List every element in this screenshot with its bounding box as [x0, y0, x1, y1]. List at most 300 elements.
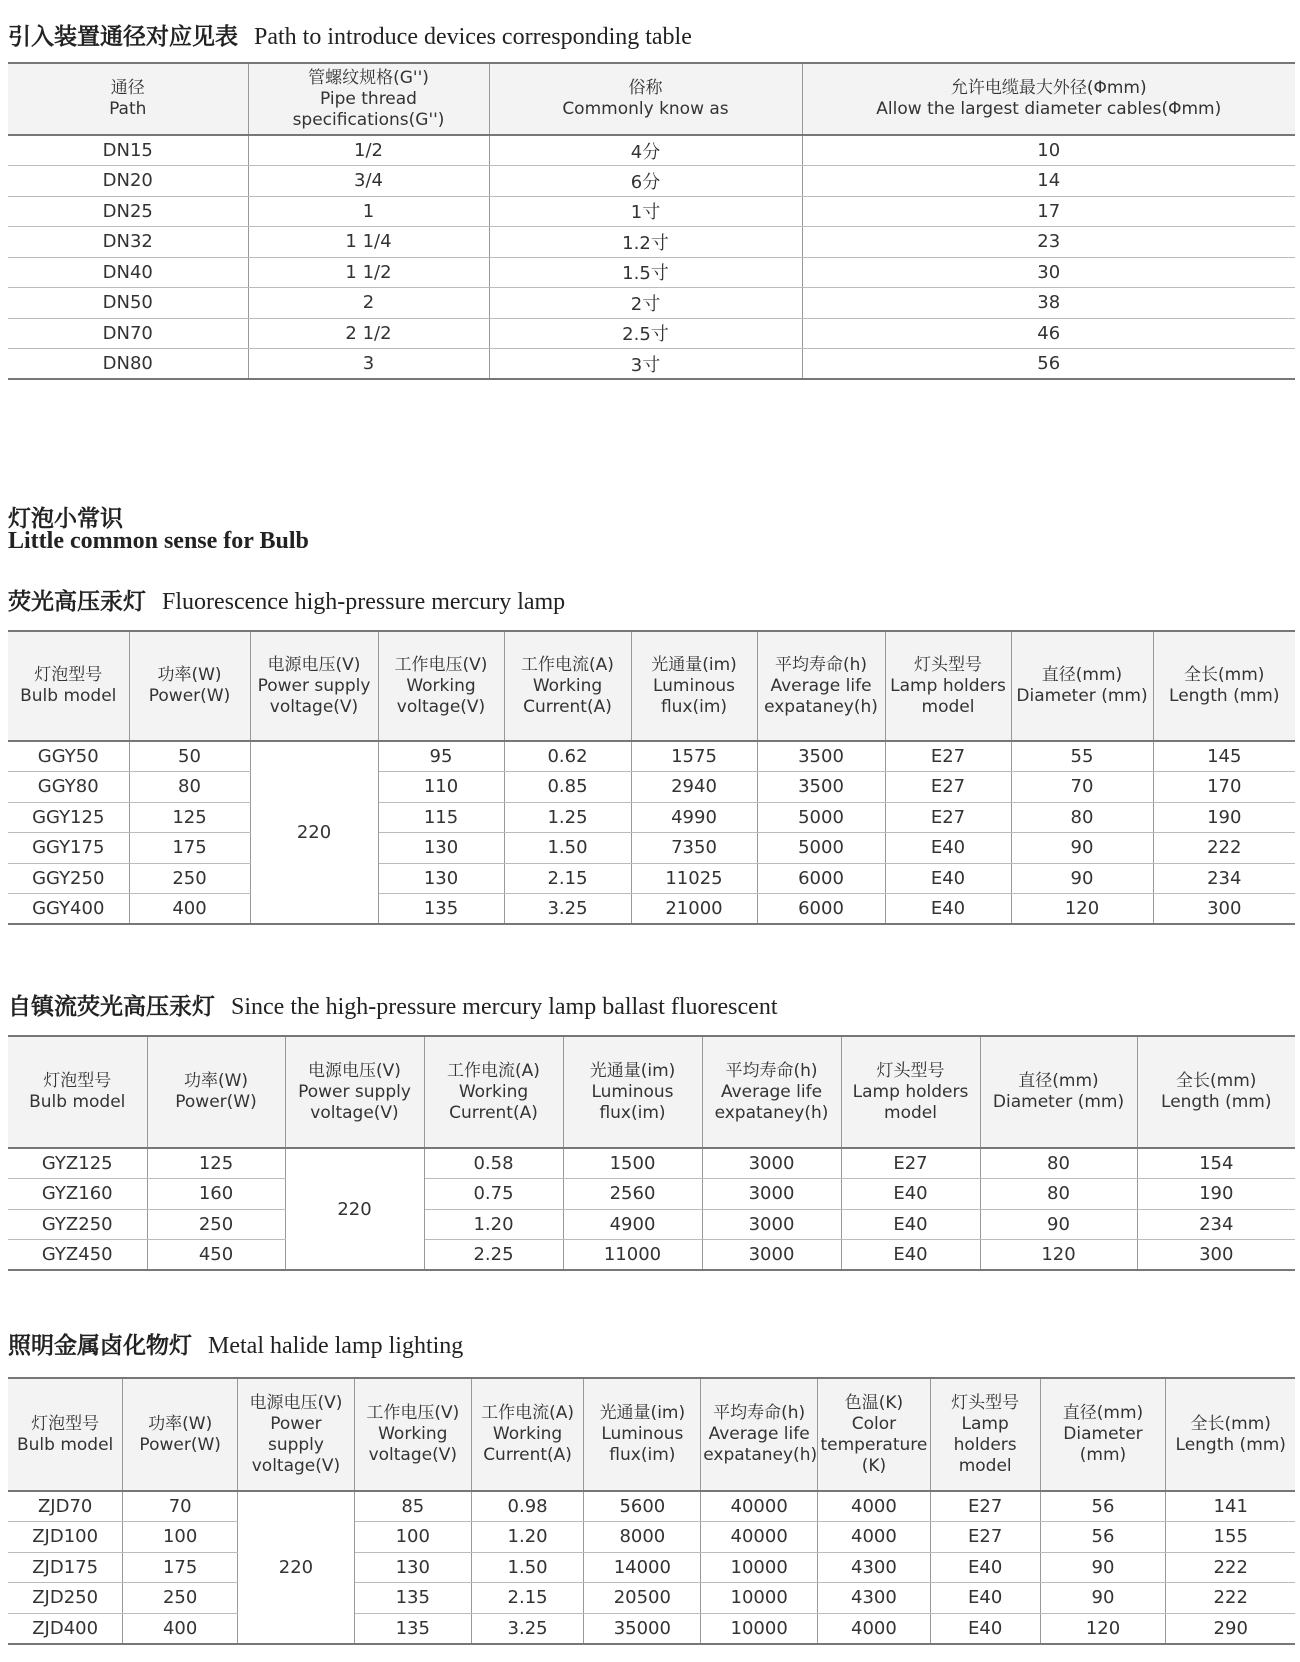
- table-cell: 400: [129, 894, 250, 925]
- mercury-lamp-table: [8, 630, 1295, 925]
- table-cell: 190: [1153, 802, 1295, 833]
- column-header-en: Luminous flux(im): [591, 1081, 674, 1123]
- table-cell: 6000: [757, 863, 885, 894]
- table-cell: 234: [1153, 863, 1295, 894]
- table-cell: 7350: [631, 833, 757, 864]
- section3-title: [8, 988, 777, 1021]
- table-cell: 100: [123, 1522, 238, 1553]
- table-cell: 11025: [631, 863, 757, 894]
- table-cell: ZJD100: [8, 1522, 123, 1553]
- section2-title: [8, 583, 565, 616]
- column-header-cn: 电源电压(V): [308, 1060, 401, 1081]
- table-cell: ZJD175: [8, 1552, 123, 1583]
- table-cell: 70: [123, 1491, 238, 1522]
- column-header-en: Average life expataney(h): [714, 1081, 829, 1123]
- table-cell: 120: [1011, 894, 1153, 925]
- table-cell: 56: [1040, 1522, 1166, 1553]
- table-cell: 2.5寸: [489, 318, 802, 349]
- section1-title-cn: 引入装置通径对应见表: [8, 24, 238, 50]
- column-header-cn: 俗称: [628, 78, 663, 98]
- table-cell: 0.85: [504, 772, 631, 803]
- table-cell: 3000: [702, 1148, 841, 1179]
- table-cell: 2940: [631, 772, 757, 803]
- table-cell: 90: [980, 1209, 1137, 1240]
- table-cell: 250: [147, 1209, 285, 1240]
- column-header-en: Color temperature (K): [820, 1413, 928, 1476]
- column-header: [129, 631, 250, 741]
- table-cell: 0.58: [424, 1148, 563, 1179]
- table-cell: 2560: [563, 1179, 702, 1210]
- table-row: [8, 196, 1295, 227]
- table-cell: 3500: [757, 741, 885, 772]
- column-header-cn: 灯头型号: [951, 1392, 1020, 1413]
- column-header-en: Working Current(A): [449, 1081, 538, 1123]
- table-cell: E27: [885, 772, 1011, 803]
- table-cell: 3: [248, 349, 489, 380]
- table-cell: 130: [378, 863, 504, 894]
- table-cell: E27: [930, 1522, 1040, 1553]
- column-header: [250, 631, 378, 741]
- table-cell: 120: [980, 1240, 1137, 1271]
- table-row: [8, 1209, 1295, 1240]
- table-cell: 2.25: [424, 1240, 563, 1271]
- column-header: [248, 63, 489, 135]
- table-cell: DN40: [8, 257, 248, 288]
- column-header: [504, 631, 631, 741]
- table-cell: 1500: [563, 1148, 702, 1179]
- table-row: [8, 1522, 1295, 1553]
- table-cell: 55: [1011, 741, 1153, 772]
- column-header-cn: 色温(K): [844, 1392, 904, 1413]
- table-row: [8, 1491, 1295, 1522]
- table-cell: 125: [129, 802, 250, 833]
- table-cell: 80: [129, 772, 250, 803]
- column-header: [584, 1378, 701, 1491]
- table-cell: 160: [147, 1179, 285, 1210]
- column-header-en: Bulb model: [16, 1434, 114, 1455]
- table-cell: 90: [1040, 1552, 1166, 1583]
- column-header: [841, 1036, 980, 1148]
- table-cell: 3.25: [504, 894, 631, 925]
- table-row: [8, 863, 1295, 894]
- table-cell: 14000: [584, 1552, 701, 1583]
- table-cell: DN20: [8, 166, 248, 197]
- column-header-en: Luminous flux(im): [601, 1424, 684, 1465]
- column-header: [1011, 631, 1153, 741]
- column-header: [471, 1378, 584, 1491]
- table-cell: 1/2: [248, 135, 489, 166]
- column-header: [980, 1036, 1137, 1148]
- table-cell: E27: [841, 1148, 980, 1179]
- table-cell: 2寸: [489, 288, 802, 319]
- table-cell: 10: [802, 135, 1295, 166]
- table-cell: 8000: [584, 1522, 701, 1553]
- table-cell: 4分: [489, 135, 802, 166]
- table-cell: E40: [841, 1209, 980, 1240]
- table-cell: 4300: [818, 1583, 931, 1614]
- table-cell: 1.25: [504, 802, 631, 833]
- column-header: [1137, 1036, 1295, 1148]
- column-header: [8, 63, 248, 135]
- table-cell: 1: [248, 196, 489, 227]
- table-cell: 38: [802, 288, 1295, 319]
- table-cell: 35000: [584, 1613, 701, 1644]
- table-cell: 115: [378, 802, 504, 833]
- table-cell: 95: [378, 741, 504, 772]
- column-header-cn: 工作电压(V): [366, 1403, 460, 1423]
- table-cell: 1.50: [504, 833, 631, 864]
- table-cell: 234: [1137, 1209, 1295, 1240]
- column-header: [8, 631, 129, 741]
- column-header: [285, 1036, 424, 1148]
- column-header-cn: 电源电压(V): [267, 654, 361, 675]
- column-header-en: Lamp holders model: [953, 1413, 1017, 1476]
- table-cell: 135: [378, 894, 504, 925]
- column-header: [563, 1036, 702, 1148]
- table-cell: 85: [354, 1491, 471, 1522]
- table-cell: GGY250: [8, 863, 129, 894]
- column-header: [354, 1378, 471, 1491]
- table-cell: 0.62: [504, 741, 631, 772]
- table-cell: DN70: [8, 318, 248, 349]
- table-row: [8, 257, 1295, 288]
- table-cell: 6000: [757, 894, 885, 925]
- column-header: [424, 1036, 563, 1148]
- table-cell: 80: [980, 1148, 1137, 1179]
- table-cell: 23: [802, 227, 1295, 258]
- column-header: [8, 1036, 147, 1148]
- table-cell: 290: [1213, 1617, 1248, 1639]
- section4-title-cn: 照明金属卤化物灯: [8, 1333, 192, 1359]
- table-cell: 1.20: [471, 1522, 584, 1553]
- table-cell: 17: [802, 196, 1295, 227]
- table-cell: 154: [1137, 1148, 1295, 1179]
- column-header-cn: 光通量(im): [599, 1403, 686, 1423]
- column-header: [147, 1036, 285, 1148]
- table-cell: 80: [1011, 802, 1153, 833]
- section1-title: [8, 18, 692, 51]
- table-cell: E40: [885, 863, 1011, 894]
- table-cell: 1寸: [489, 196, 802, 227]
- table-cell: 2.15: [471, 1583, 584, 1614]
- table-cell: 110: [378, 772, 504, 803]
- column-header: [1166, 1378, 1295, 1491]
- table-row: [8, 288, 1295, 319]
- table-cell: 3500: [757, 772, 885, 803]
- column-header-en: Pipe thread specifications(G''): [292, 88, 445, 130]
- table-cell: 400: [123, 1613, 238, 1644]
- column-header-cn: 直径(mm): [1062, 1403, 1144, 1423]
- column-header-en: Power(W): [148, 686, 231, 706]
- table-cell: E27: [885, 741, 1011, 772]
- table-cell: E40: [841, 1240, 980, 1271]
- section4-title-en: Metal halide lamp lighting: [208, 1333, 464, 1359]
- bulb-intro-title-cn: 灯泡小常识: [8, 506, 123, 532]
- column-header-en: Allow the largest diameter cables(Φmm): [876, 99, 1222, 119]
- table-cell: 1.2寸: [489, 227, 802, 258]
- column-header: [1040, 1378, 1166, 1491]
- table-cell: 6分: [489, 166, 802, 197]
- table-cell: 222: [1166, 1583, 1295, 1614]
- column-header-cn: 工作电压(V): [394, 654, 488, 675]
- supply-voltage-cell: 220: [238, 1491, 355, 1644]
- table-cell: 30: [802, 257, 1295, 288]
- table-cell: 4900: [563, 1209, 702, 1240]
- table-cell: E40: [930, 1552, 1040, 1583]
- column-header-en: Length (mm): [1169, 686, 1280, 706]
- metal-halide-table: [8, 1377, 1295, 1645]
- column-header-cn: 光通量(im): [651, 654, 737, 675]
- table-cell: 10000: [701, 1583, 818, 1614]
- table-row: [8, 1240, 1295, 1271]
- ballast-lamp-table: [8, 1035, 1295, 1271]
- table-cell: 155: [1166, 1522, 1295, 1553]
- table-row: [8, 1148, 1295, 1179]
- table-cell: 10000: [701, 1613, 818, 1644]
- column-header-en: Lamp holders model: [890, 675, 1006, 717]
- table-cell: GGY50: [8, 741, 129, 772]
- table-cell: 3.25: [471, 1613, 584, 1644]
- table-cell: 10000: [701, 1552, 818, 1583]
- table-cell: GYZ450: [8, 1240, 147, 1271]
- column-header: [802, 63, 1295, 135]
- table-cell: 3寸: [489, 349, 802, 380]
- column-header: [123, 1378, 238, 1491]
- table-cell: 3000: [702, 1209, 841, 1240]
- table-cell: 4000: [818, 1613, 931, 1644]
- column-header-en: Diameter (mm): [992, 1092, 1125, 1112]
- table-cell: 100: [354, 1522, 471, 1553]
- section1-title-en: Path to introduce devices corresponding table: [254, 24, 692, 50]
- table-row: [8, 166, 1295, 197]
- table-cell: E40: [930, 1583, 1040, 1614]
- table-cell: 56: [1040, 1491, 1166, 1522]
- table-cell: 222: [1153, 833, 1295, 864]
- section2-title-cn: 荧光高压汞灯: [8, 589, 146, 615]
- column-header-cn: 工作电流(A): [447, 1060, 540, 1081]
- table-cell: 300: [1199, 1244, 1234, 1265]
- table-cell: 0.98: [471, 1491, 584, 1522]
- table-row: [8, 772, 1295, 803]
- column-header-en: Bulb model: [29, 1092, 126, 1112]
- column-header-en: Working Current(A): [523, 675, 612, 717]
- column-header-cn: 工作电流(A): [521, 654, 614, 675]
- table-cell: 40000: [701, 1491, 818, 1522]
- table-cell: ZJD250: [8, 1583, 123, 1614]
- table-cell: GYZ125: [8, 1148, 147, 1179]
- column-header-en: Path: [109, 99, 147, 119]
- column-header-cn: 灯泡型号: [43, 1071, 112, 1091]
- table-row: [8, 349, 1295, 380]
- column-header-en: Working voltage(V): [396, 675, 486, 717]
- table-row: [8, 1583, 1295, 1614]
- table-cell: 5600: [584, 1491, 701, 1522]
- table-cell: E27: [930, 1491, 1040, 1522]
- column-header-en: Working Current(A): [483, 1424, 572, 1465]
- column-header-cn: 灯头型号: [914, 654, 982, 675]
- column-header-en: Length (mm): [1175, 1434, 1286, 1455]
- section3-title-en: Since the high-pressure mercury lamp ballast fluorescent: [231, 994, 778, 1020]
- table-cell: GGY125: [8, 802, 129, 833]
- column-header-en: Length (mm): [1161, 1092, 1272, 1112]
- table-cell: E40: [885, 833, 1011, 864]
- column-header-cn: 直径(mm): [1041, 665, 1123, 685]
- table-cell: 175: [123, 1552, 238, 1583]
- column-header: [238, 1378, 355, 1491]
- table-cell: 46: [802, 318, 1295, 349]
- table-cell: DN15: [8, 135, 248, 166]
- table-cell: 21000: [631, 894, 757, 925]
- table-cell: 141: [1166, 1491, 1295, 1522]
- table-cell: 1 1/4: [248, 227, 489, 258]
- table-cell: 4000: [818, 1491, 931, 1522]
- column-header-en: Diameter (mm): [1063, 1424, 1143, 1465]
- table-row: [8, 1179, 1295, 1210]
- table-cell: 4300: [818, 1552, 931, 1583]
- path-table: [8, 62, 1295, 380]
- table-cell: 14: [802, 166, 1295, 197]
- table-cell: 190: [1137, 1179, 1295, 1210]
- table-cell: 250: [123, 1583, 238, 1614]
- table-cell: 4990: [631, 802, 757, 833]
- table-cell: 80: [980, 1179, 1137, 1210]
- table-row: [8, 135, 1295, 166]
- table-cell: 175: [129, 833, 250, 864]
- column-header-en: Lamp holders model: [852, 1081, 969, 1123]
- column-header-en: Commonly know as: [562, 99, 729, 119]
- table-cell: E40: [930, 1613, 1040, 1644]
- column-header-en: Working voltage(V): [368, 1424, 457, 1465]
- table-cell: 70: [1011, 772, 1153, 803]
- table-cell: 5000: [757, 833, 885, 864]
- table-cell: 450: [147, 1240, 285, 1271]
- column-header: [818, 1378, 931, 1491]
- table-cell: 2: [248, 288, 489, 319]
- column-header: [378, 631, 504, 741]
- table-cell: 0.75: [424, 1179, 563, 1210]
- table-cell: 5000: [757, 802, 885, 833]
- column-header: [631, 631, 757, 741]
- column-header-en: Power supply voltage(V): [251, 1413, 341, 1476]
- column-header-cn: 允许电缆最大外径(Φmm): [950, 78, 1147, 98]
- table-cell: DN50: [8, 288, 248, 319]
- column-header-cn: 全长(mm): [1176, 1071, 1257, 1091]
- table-cell: 170: [1153, 772, 1295, 803]
- table-cell: 222: [1166, 1552, 1295, 1583]
- table-row: [8, 227, 1295, 258]
- table-cell: 300: [1207, 898, 1242, 919]
- table-cell: E40: [841, 1179, 980, 1210]
- column-header-en: Average life expataney(h): [764, 675, 878, 717]
- column-header-en: Diameter (mm): [1016, 686, 1148, 706]
- table-cell: 11000: [563, 1240, 702, 1271]
- table-cell: ZJD70: [8, 1491, 123, 1522]
- table-cell: 4000: [818, 1522, 931, 1553]
- column-header-cn: 灯泡型号: [31, 1413, 100, 1434]
- column-header-cn: 全长(mm): [1190, 1413, 1271, 1434]
- table-cell: 125: [147, 1148, 285, 1179]
- column-header-cn: 直径(mm): [1018, 1071, 1099, 1091]
- table-cell: 90: [1011, 863, 1153, 894]
- column-header: [489, 63, 802, 135]
- column-header: [885, 631, 1011, 741]
- table-cell: 3/4: [248, 166, 489, 197]
- section4-title: [8, 1327, 463, 1360]
- table-cell: GYZ250: [8, 1209, 147, 1240]
- table-cell: 1.5寸: [489, 257, 802, 288]
- table-cell: 130: [354, 1552, 471, 1583]
- column-header-en: Power supply voltage(V): [298, 1081, 411, 1123]
- column-header-cn: 功率(W): [183, 1071, 249, 1091]
- column-header-cn: 通径: [110, 78, 145, 98]
- column-header: [701, 1378, 818, 1491]
- table-row: [8, 894, 1295, 925]
- table-cell: 90: [1040, 1583, 1166, 1614]
- table-cell: 2.15: [504, 863, 631, 894]
- column-header-en: Average life expataney(h): [703, 1424, 818, 1465]
- table-cell: DN25: [8, 196, 248, 227]
- column-header: [1153, 631, 1295, 741]
- table-cell: 250: [129, 863, 250, 894]
- column-header-cn: 平均寿命(h): [713, 1403, 806, 1423]
- table-cell: 56: [1037, 353, 1061, 374]
- column-header-cn: 平均寿命(h): [725, 1060, 818, 1081]
- column-header-cn: 全长(mm): [1184, 665, 1265, 685]
- table-cell: 40000: [701, 1522, 818, 1553]
- table-row: [8, 802, 1295, 833]
- column-header: [702, 1036, 841, 1148]
- column-header-en: Luminous flux(im): [652, 675, 736, 717]
- column-header-cn: 功率(W): [148, 1413, 213, 1434]
- table-row: [8, 833, 1295, 864]
- table-cell: 90: [1011, 833, 1153, 864]
- column-header-en: Bulb model: [20, 686, 117, 706]
- table-cell: DN32: [8, 227, 248, 258]
- column-header-en: Power(W): [139, 1434, 221, 1455]
- table-cell: ZJD400: [8, 1613, 123, 1644]
- table-cell: GGY175: [8, 833, 129, 864]
- column-header-cn: 灯头型号: [876, 1060, 945, 1081]
- table-cell: 120: [1040, 1613, 1166, 1644]
- supply-voltage-cell: 220: [250, 741, 378, 924]
- table-cell: 145: [1153, 741, 1295, 772]
- section3-title-cn: 自镇流荧光高压汞灯: [8, 994, 215, 1020]
- bulb-intro-title-en: Little common sense for Bulb: [8, 528, 309, 554]
- table-row: [8, 1613, 1295, 1644]
- column-header: [757, 631, 885, 741]
- column-header-en: Power(W): [175, 1092, 257, 1112]
- table-cell: GGY400: [8, 894, 129, 925]
- table-row: [8, 741, 1295, 772]
- column-header-cn: 功率(W): [157, 665, 222, 685]
- table-row: [8, 318, 1295, 349]
- column-header-cn: 光通量(im): [589, 1060, 676, 1081]
- table-cell: 50: [129, 741, 250, 772]
- table-cell: DN80: [8, 349, 248, 380]
- table-cell: E27: [885, 802, 1011, 833]
- column-header-cn: 工作电流(A): [481, 1403, 575, 1423]
- table-cell: GGY80: [8, 772, 129, 803]
- table-cell: 1 1/2: [248, 257, 489, 288]
- column-header: [930, 1378, 1040, 1491]
- table-cell: 130: [378, 833, 504, 864]
- table-cell: 3000: [702, 1240, 841, 1271]
- section2-title-en: Fluorescence high-pressure mercury lamp: [162, 589, 566, 615]
- table-cell: 1.20: [424, 1209, 563, 1240]
- table-cell: E40: [885, 894, 1011, 925]
- table-cell: GYZ160: [8, 1179, 147, 1210]
- table-cell: 135: [354, 1613, 471, 1644]
